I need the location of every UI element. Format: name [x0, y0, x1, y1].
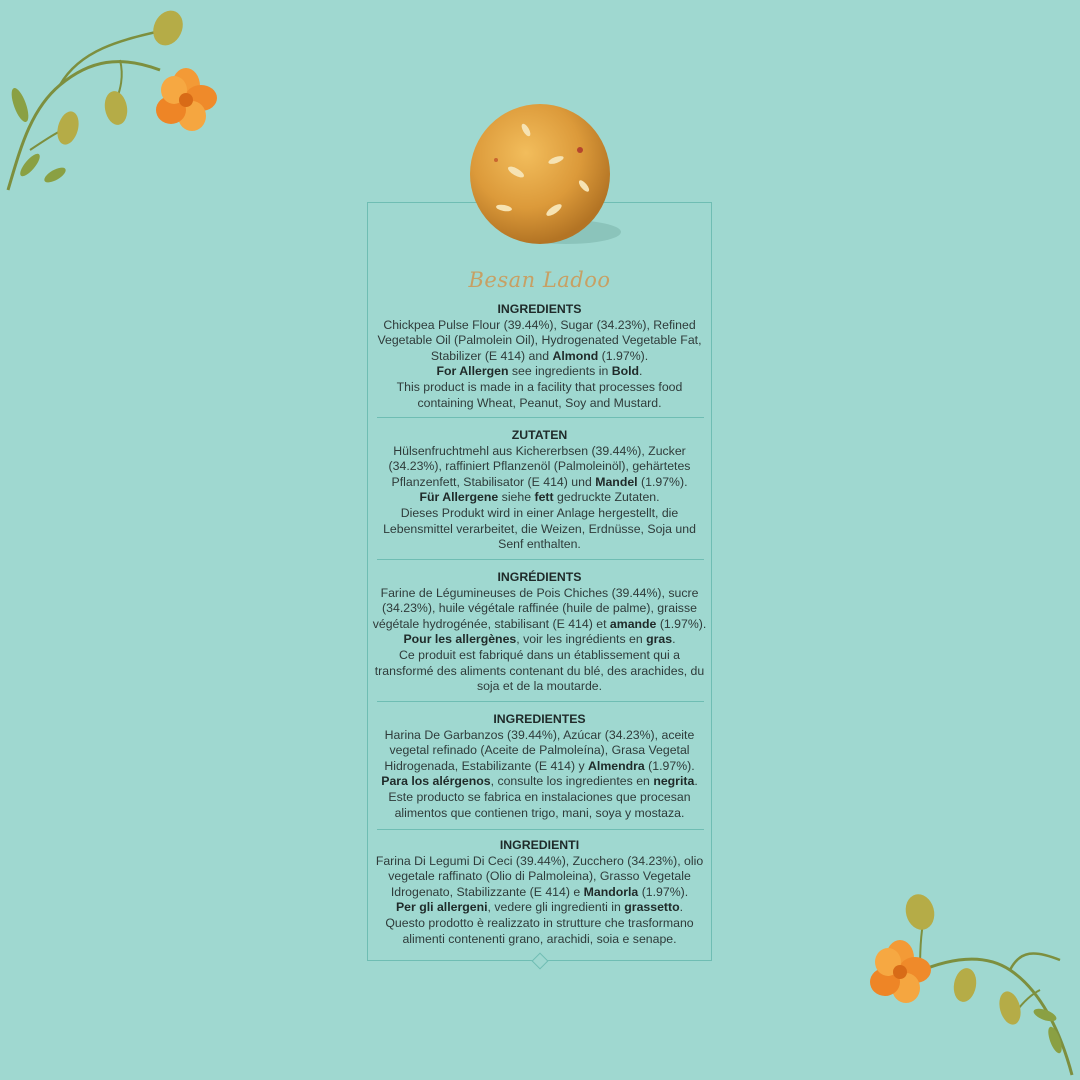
section-divider: [377, 829, 704, 830]
ingredients-text: Hülsenfruchtmehl aus Kichererbsen (39.44%), Zucker (34.23%), raffiniert Pflanzenöl (Palmoleinöl), gehärtetes Pflanzenfett, Stabilisator (E 414) und Mandel (1.97%).: [388, 443, 691, 489]
facility-note: Este producto se fabrica en instalaciones que procesan alimentos que contienen trigo, mani, soya y mostaza.: [388, 789, 691, 820]
facility-note: Dieses Produkt wird in einer Anlage hergestellt, die Lebensmittel verarbeitet, die Weizen, Erdnüsse, Soja und Senf enthalten.: [383, 505, 696, 552]
flower-illustration-top-left: [0, 0, 240, 200]
ingredients-text: Chickpea Pulse Flour (39.44%), Sugar (34.23%), Refined Vegetable Oil (Palmolein Oil), Hydrogenated Vegetable Fat, Stabilizer (E 414) and Almond (1.97%).: [377, 317, 702, 363]
flower-illustration-bottom-right: [860, 890, 1080, 1080]
allergen-note: For Allergen see ingredients in Bold.: [436, 364, 643, 379]
facility-note: Questo prodotto è realizzato in strutture che trasformano alimenti contenenti grano, arachidi, soia e senape.: [385, 915, 694, 946]
section-divider: [377, 559, 704, 560]
ingredients-section-spanish: [372, 712, 707, 821]
ingredients-section-french: [372, 570, 707, 695]
section-divider: [377, 701, 704, 702]
allergen-note: Für Allergene siehe fett gedruckte Zutaten.: [419, 490, 660, 505]
product-title: Besan Ladoo: [468, 268, 611, 292]
section-divider: [377, 417, 704, 418]
section-heading: INGREDIENTS: [497, 302, 582, 316]
ingredients-section-german: [372, 428, 707, 553]
ingredients-text: Farine de Légumineuses de Pois Chiches (39.44%), sucre (34.23%), huile végétale raffinée (huile de palme), graisse végétale hydrogénée, stabilisant (E 414) et amande (1.97%).: [372, 585, 707, 631]
facility-note: Ce produit est fabriqué dans un établissement qui a transformé des aliments contenant du blé, des arachides, du soja et de la moutarde.: [374, 647, 705, 694]
ingredients-section-english: [372, 302, 707, 411]
allergen-note: Para los alérgenos, consulte los ingredientes en negrita.: [381, 774, 698, 789]
facility-note: This product is made in a facility that processes food containing Wheat, Peanut, Soy and Mustard.: [396, 379, 683, 410]
besan-ladoo-image: [466, 100, 626, 250]
section-heading: INGREDIENTI: [499, 838, 580, 852]
allergen-note: Per gli allergeni, vedere gli ingredienti in grassetto.: [395, 900, 684, 915]
section-heading: INGRÉDIENTS: [497, 570, 582, 584]
ingredients-text: Harina De Garbanzos (39.44%), Azúcar (34.23%), aceite vegetal refinado (Aceite de Palmoleína), Grasa Vegetal Hidrogenada, Estabilizante (E 414) y Almendra (1.97%).: [384, 727, 695, 773]
ingredients-text: Farina Di Legumi Di Ceci (39.44%), Zucchero (34.23%), olio vegetale raffinato (Olio di Palmoleina), Grasso Vegetale Idrogenato, Stabilizzante (E 414) e Mandorla (1.97%).: [375, 853, 704, 899]
section-heading: INGREDIENTES: [493, 712, 586, 726]
section-heading: ZUTATEN: [511, 428, 568, 442]
ingredients-section-italian: [372, 838, 707, 947]
allergen-note: Pour les allergènes, voir les ingrédients en gras.: [403, 632, 676, 647]
